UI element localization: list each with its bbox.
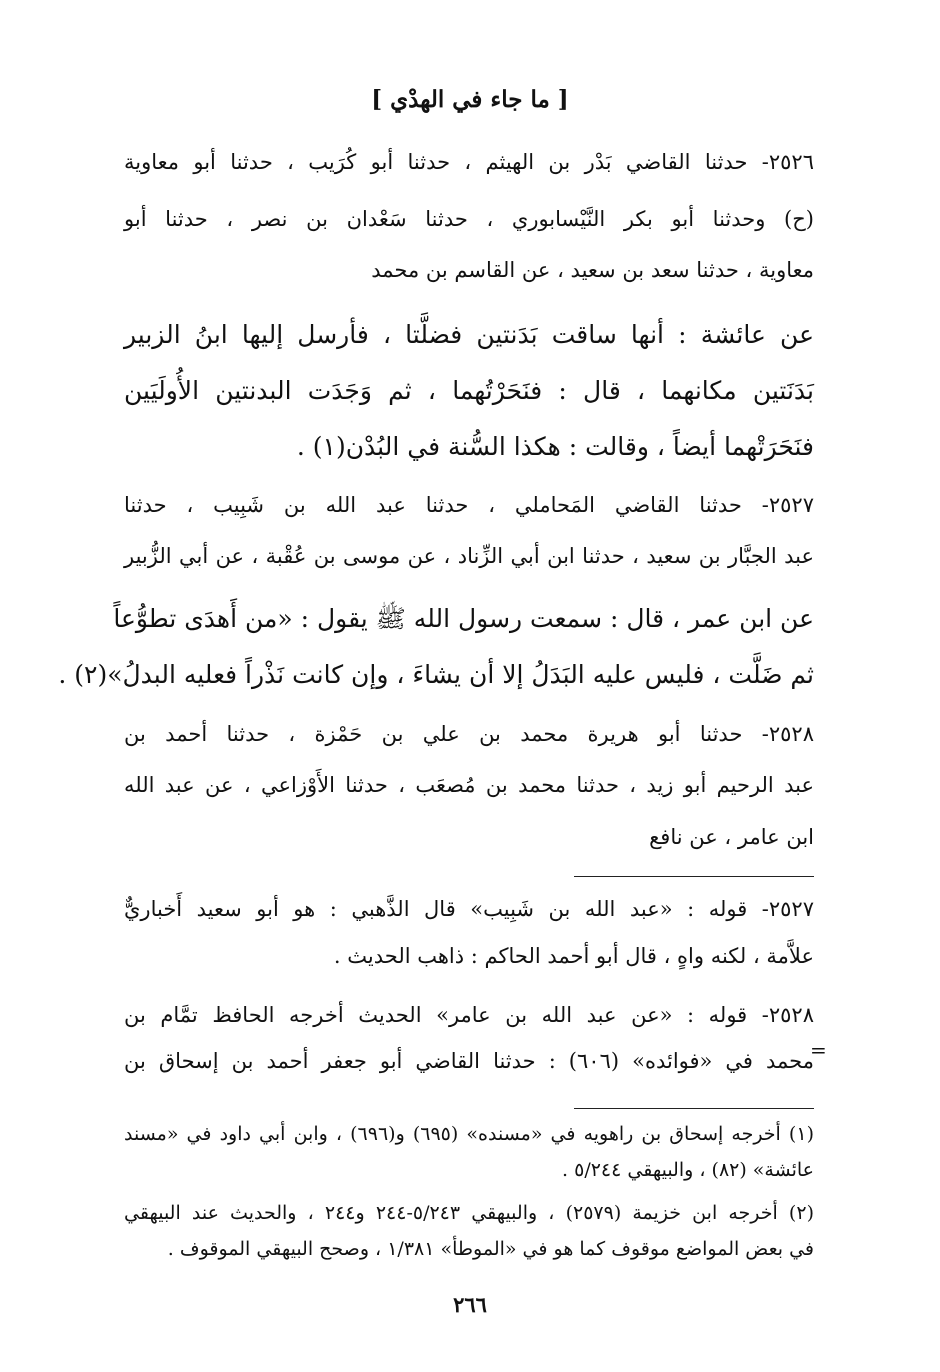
page-number: ٢٦٦ xyxy=(453,1292,487,1317)
hadith-line: معاوية ، حدثنا سعد بن سعيد ، عن القاسم بن محمد xyxy=(371,258,814,282)
footnote-line: في بعض المواضع موقوف كما هو في «الموطأ» ١/٣٨١ ، وصحح البيهقي الموقوف . xyxy=(167,1238,814,1260)
section-title: [ ما جاء في الهدْي ] xyxy=(371,86,569,113)
footnote-line: (١) أخرجه إسحاق بن راهويه في «مسنده» (٦٩٥) و(٦٩٦) ، وابن أبي داود في «مسند xyxy=(124,1123,814,1145)
footnote-line: (٢) أخرجه ابن خزيمة (٢٥٧٩) ، والبيهقي ٥/٢٤٣-٢٤٤ و٢٤٤ ، والحديث عند البيهقي xyxy=(124,1202,814,1224)
hadith-matn-line: عن عائشة : أنها ساقت بَدَنتين فضلَّتا ، فأرسل إليها ابنُ الزبير xyxy=(124,320,814,349)
footnote-line: عائشة» (٨٢) ، والبيهقي ٥/٢٤٤ . xyxy=(562,1159,814,1181)
commentary-line: محمد في «فوائده» (٦٠٦) : حدثنا القاضي أبو جعفر أحمد بن إسحاق بن xyxy=(124,1049,814,1073)
commentary-line: ٢٥٢٨- قوله : «عن عبد الله بن عامر» الحديث أخرجه الحافظ تمَّام بن xyxy=(124,1003,814,1027)
hadith-line: ٢٥٢٨- حدثنا أبو هريرة محمد بن علي بن حَمْزة ، حدثنا أحمد بن xyxy=(124,722,814,746)
hadith-line: (ح) وحدثنا أبو بكر النَّيْسابوري ، حدثنا سَعْدان بن نصر ، حدثنا أبو xyxy=(124,207,814,231)
commentary-line: ٢٥٢٧- قوله : «عبد الله بن شَبِيب» قال الذَّهبي : هو أبو سعيد أَخباريٌّ xyxy=(124,897,814,921)
commentary-separator xyxy=(574,876,814,877)
hadith-line: ٢٥٢٧- حدثنا القاضي المَحاملي ، حدثنا عبد الله بن شَبِيب ، حدثنا xyxy=(124,493,814,517)
footnote-separator xyxy=(574,1108,814,1109)
hadith-matn-line: بَدَنَتين مكانهما ، قال : فنَحَرْتُهما ، ثم وَجَدَت البدنتين الأُولَيَين xyxy=(124,376,814,405)
hadith-line: ٢٥٢٦- حدثنا القاضي بَدْر بن الهيثم ، حدثنا أبو كُرَيب ، حدثنا أبو معاوية xyxy=(124,150,814,174)
commentary-line: علاَّمة ، لكنه واهٍ ، قال أبو أحمد الحاكم : ذاهب الحديث . xyxy=(333,944,814,968)
hadith-matn-line: عن ابن عمر ، قال : سمعت رسول الله ﷺ يقول : «من أَهدَى تطوُّعاً xyxy=(113,604,814,633)
continuation-mark: = xyxy=(810,1038,827,1062)
hadith-matn-line: ثم ضَلَّت ، فليس عليه البَدَلُ إلا أن يشاءَ ، وإن كانت نَذْراً فعليه البدلُ»(٢) . xyxy=(58,660,814,689)
hadith-line: عبد الجبَّار بن سعيد ، حدثنا ابن أبي الزِّناد ، عن موسى بن عُقْبة ، عن أبي الزُّبير xyxy=(124,544,814,568)
hadith-matn-line: فنَحَرَتْهما أيضاً ، وقالت : هكذا السُّنة في البُدْن(١) . xyxy=(296,432,814,461)
hadith-line: عبد الرحيم أبو زيد ، حدثنا محمد بن مُصعَب ، حدثنا الأَوْزاعي ، عن عبد الله xyxy=(124,773,814,797)
hadith-line: ابن عامر ، عن نافع xyxy=(649,825,814,849)
